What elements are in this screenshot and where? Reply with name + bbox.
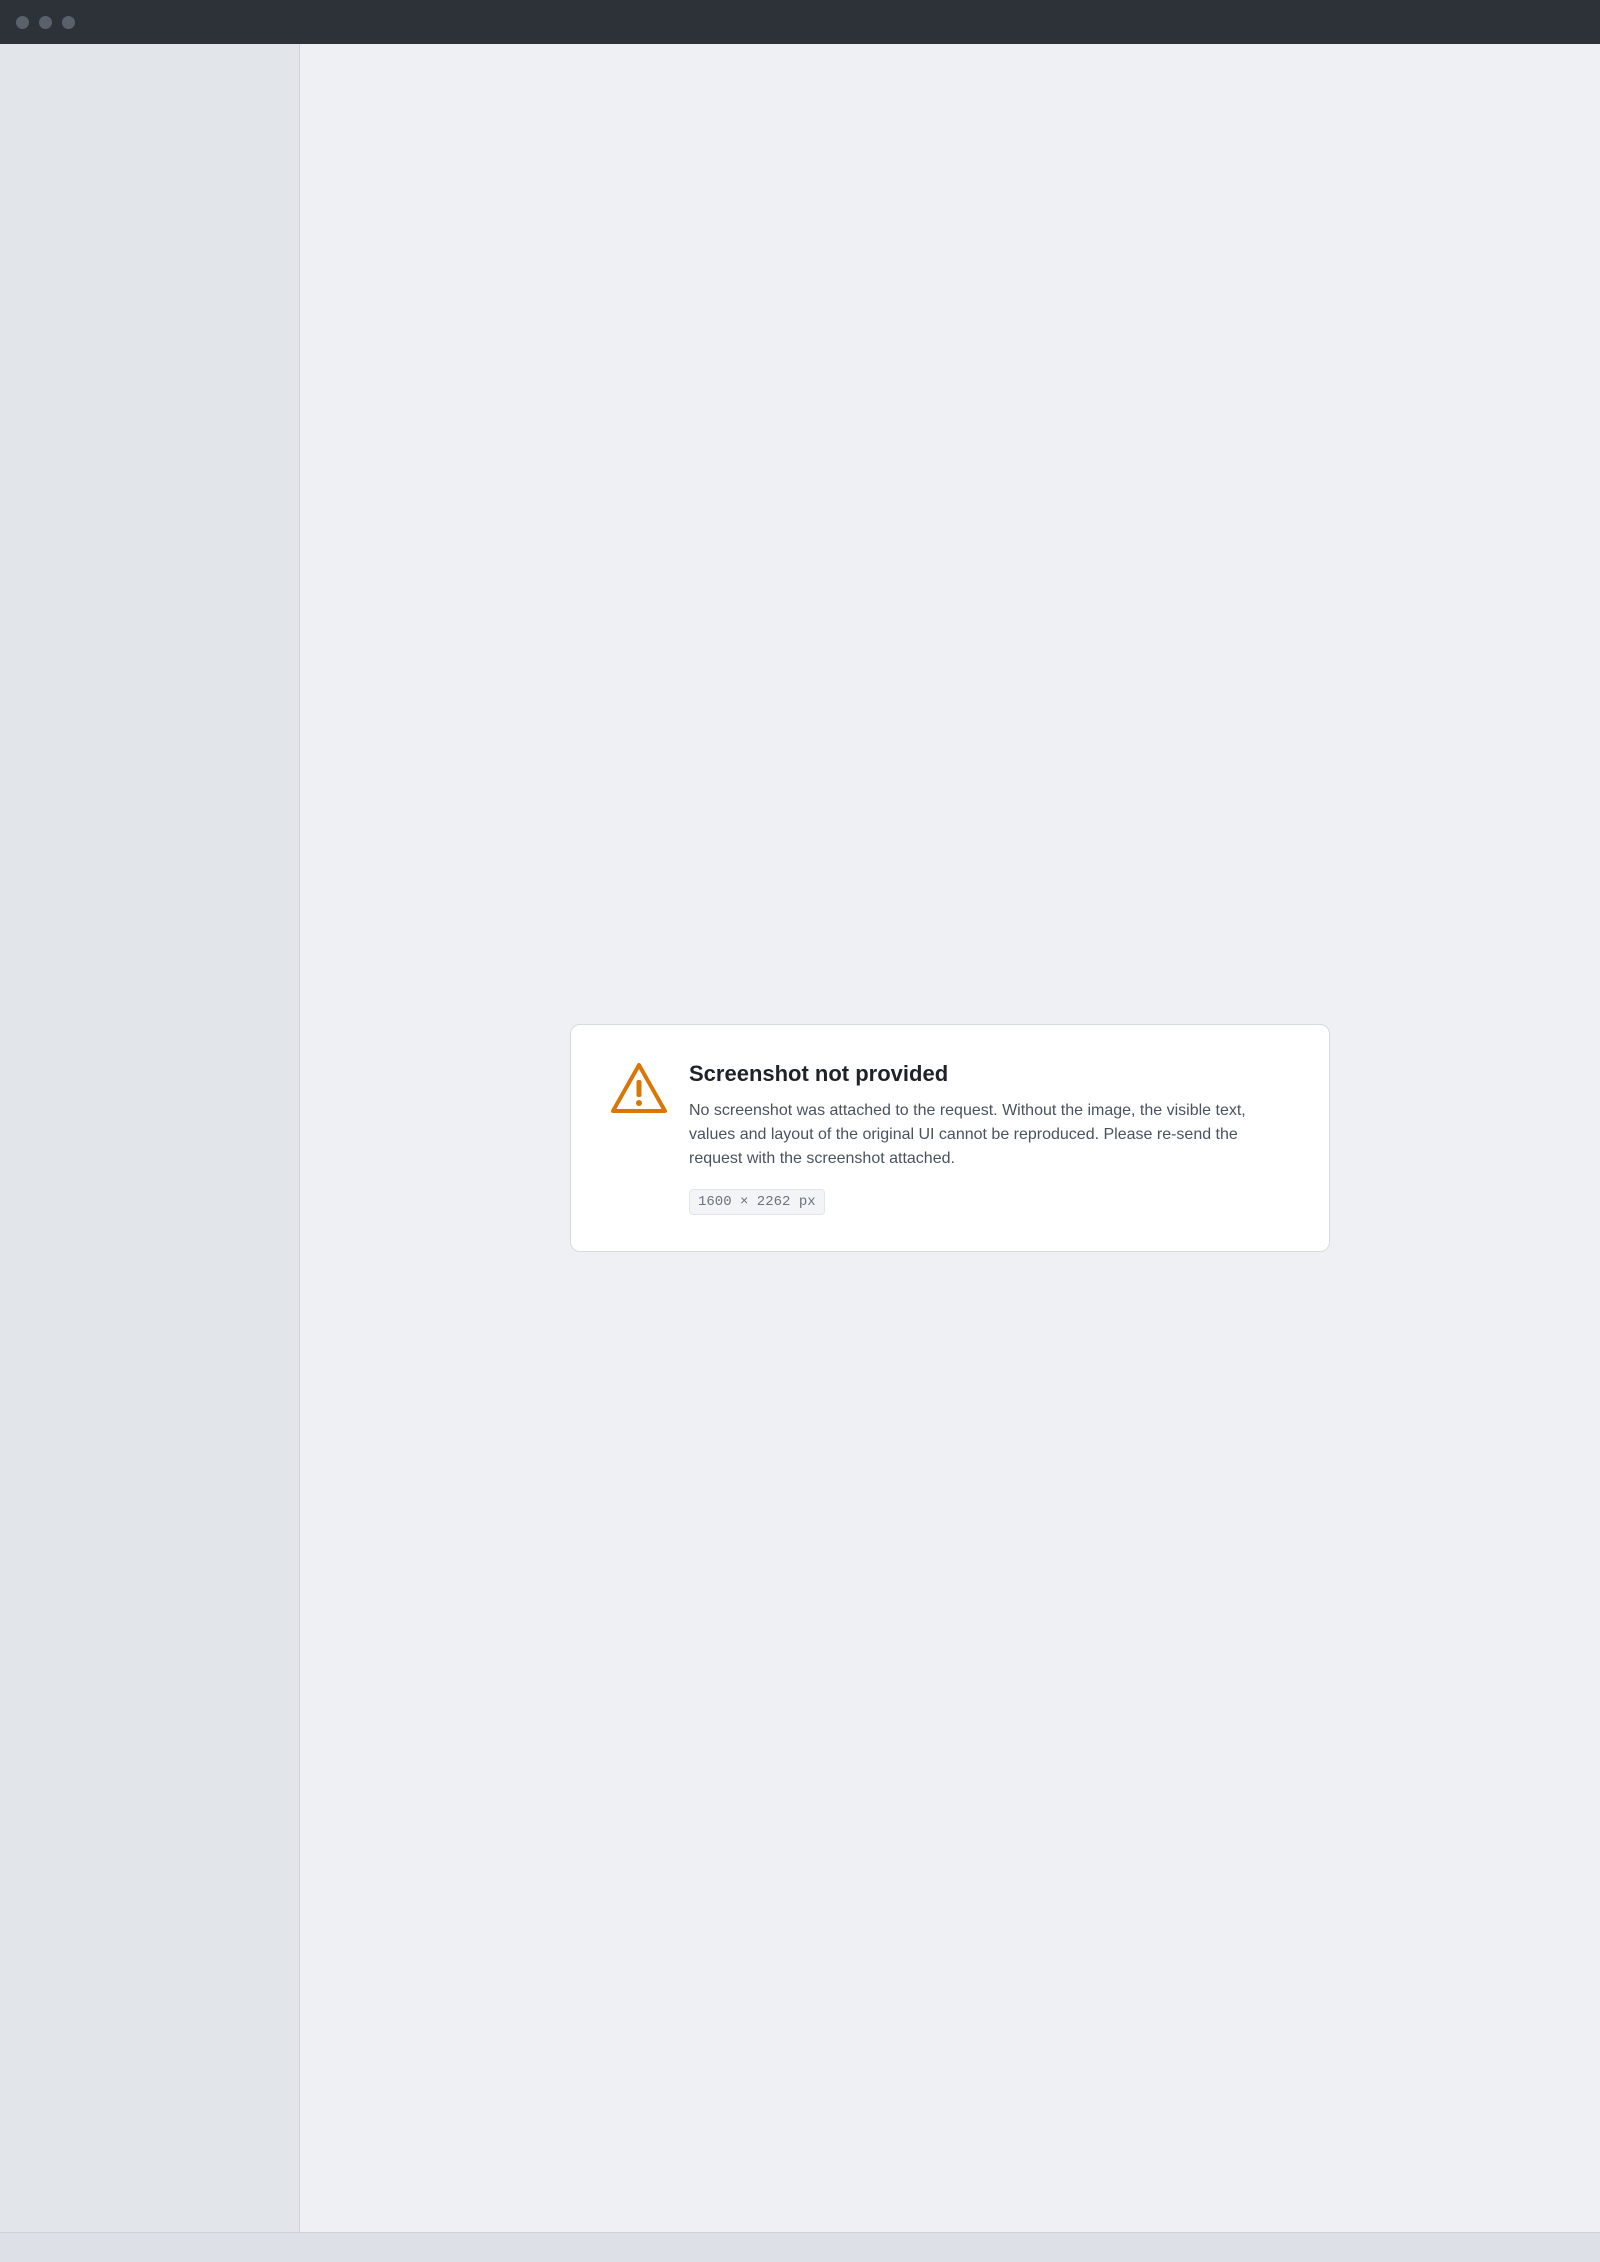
target-size-label: 1600 × 2262 px <box>689 1189 825 1215</box>
window-title <box>85 13 1584 31</box>
notice-message: No screenshot was attached to the request. Without the image, the visible text, values and layout of the original UI cannot be reproduced. Please re-send the request with the screenshot attached. <box>689 1102 1246 1167</box>
window-minimize-control[interactable] <box>39 16 52 29</box>
notice-heading: Screenshot not provided <box>689 1061 949 1086</box>
window-maximize-control[interactable] <box>62 16 75 29</box>
notice-text <box>689 1061 1289 1215</box>
missing-screenshot-notice <box>570 1024 1330 1252</box>
main-panel <box>300 44 1600 2232</box>
window-close-control[interactable] <box>16 16 29 29</box>
title-bar <box>0 0 1600 44</box>
content-area <box>0 44 1600 2232</box>
sidebar-placeholder <box>0 44 300 2232</box>
status-bar <box>0 2232 1600 2262</box>
warning-icon <box>611 1061 667 1117</box>
